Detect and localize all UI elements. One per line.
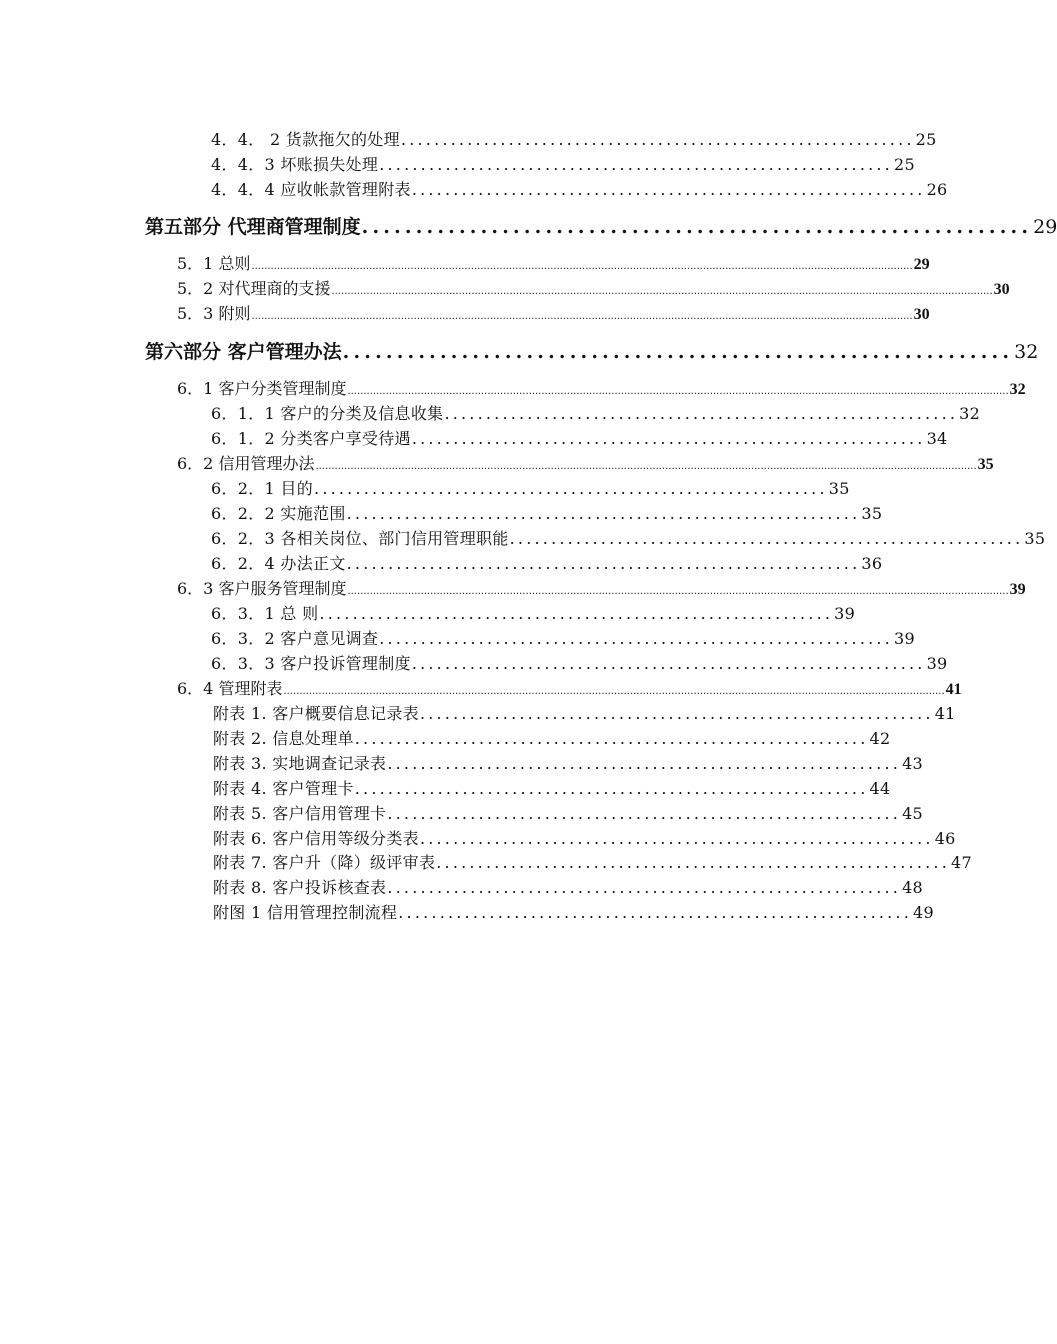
- toc-page-number: 39: [1009, 581, 1026, 598]
- toc-entry: [177, 276, 1010, 299]
- toc-entry-label: 5．2 对代理商的支援: [177, 279, 331, 298]
- toc-page-number: 29: [1033, 216, 1057, 238]
- toc-entry-label: 6．2 信用管理办法: [177, 454, 315, 473]
- toc-entry-label: 6．1．1 客户的分类及信息收集: [211, 404, 444, 423]
- toc-entry: [213, 751, 924, 774]
- toc-entry: [213, 701, 956, 724]
- toc-leader-dots: ..............................................................: [411, 429, 926, 448]
- toc-leader-dots: ................................................................................................................................................................................................................: [347, 586, 1009, 597]
- toc-entry: [213, 875, 924, 898]
- toc-entry-label: 5．1 总则: [177, 254, 251, 273]
- toc-page-number: 39: [834, 604, 856, 623]
- toc-leader-dots: ..............................................................: [387, 878, 902, 897]
- toc-leader-dots: ..............................................................: [444, 404, 959, 423]
- toc-entry-label: 附表 5. 客户信用管理卡: [213, 804, 387, 823]
- toc-entry-label: 4．4． 2 货款拖欠的处理: [211, 130, 400, 149]
- toc-entry: [177, 251, 930, 274]
- toc-page-number: 41: [934, 704, 956, 723]
- toc-entry: [213, 776, 891, 799]
- toc-entry-label: 6．2．1 目的: [211, 479, 314, 498]
- toc-leader-dots: ..............................................................: [354, 779, 869, 798]
- toc-entry-label: 附表 2. 信息处理单: [213, 729, 354, 748]
- toc-leader-dots: ................................................................................................................................................................................................................: [251, 261, 913, 272]
- toc-leader-dots: ..............................................................: [342, 341, 1014, 363]
- toc-entry-label: 第六部分 客户管理办法: [145, 341, 342, 363]
- toc-entry: [211, 601, 856, 624]
- toc-leader-dots: ..............................................................: [387, 804, 902, 823]
- toc-entry: [177, 676, 962, 699]
- toc-page-number: 32: [959, 404, 981, 423]
- toc-page-number: 46: [934, 829, 956, 848]
- toc-entry: [177, 376, 1026, 399]
- toc-entry-label: 附表 8. 客户投诉核查表: [213, 878, 387, 897]
- toc-page-number: 26: [926, 180, 948, 199]
- toc-entry: [211, 127, 937, 150]
- toc-part-heading: [145, 337, 1039, 364]
- toc-page-number: 25: [893, 155, 915, 174]
- toc-entry: [211, 401, 981, 424]
- toc-page-number: 42: [869, 729, 891, 748]
- toc-leader-dots: ................................................................................................................................................................................................................: [331, 286, 993, 297]
- toc-leader-dots: ................................................................................................................................................................................................................: [315, 461, 977, 472]
- toc-entry: [213, 850, 972, 873]
- toc-page-number: 39: [893, 629, 915, 648]
- toc-entry-label: 附表 1. 客户概要信息记录表: [213, 704, 419, 723]
- toc-entry-label: 6．2．3 各相关岗位、部门信用管理职能: [211, 529, 509, 548]
- toc-entry: [211, 177, 948, 200]
- toc-leader-dots: ..............................................................: [319, 604, 834, 623]
- toc-leader-dots: ................................................................................................................................................................................................................: [283, 686, 945, 697]
- toc-leader-dots: ..............................................................: [346, 554, 861, 573]
- toc-leader-dots: ..............................................................: [379, 155, 893, 174]
- toc-entry: [177, 576, 1026, 599]
- toc-leader-dots: ................................................................................................................................................................................................................: [347, 386, 1009, 397]
- toc-entry: [213, 826, 956, 849]
- toc-entry: [177, 451, 994, 474]
- toc-leader-dots: ..............................................................: [387, 754, 902, 773]
- toc-page-number: 35: [1024, 529, 1046, 548]
- toc-entry-label: 6．4 管理附表: [177, 679, 283, 698]
- toc-page-number: 25: [915, 130, 937, 149]
- toc-page-number: 36: [861, 554, 883, 573]
- toc-page-number: 34: [926, 429, 948, 448]
- toc-entry-label: 6．3．3 客户投诉管理制度: [211, 654, 411, 673]
- toc-entry: [211, 152, 915, 175]
- toc-entry: [211, 426, 948, 449]
- toc-entry: [213, 726, 891, 749]
- toc-page-number: 44: [869, 779, 891, 798]
- toc-entry-label: 4．4．4 应收帐款管理附表: [211, 180, 411, 199]
- toc-entry-label: 6．3．1 总 则: [211, 604, 319, 623]
- toc-leader-dots: ..............................................................: [509, 529, 1024, 548]
- toc-entry-label: 第五部分 代理商管理制度: [145, 216, 361, 238]
- toc-page-number: 30: [993, 281, 1010, 298]
- toc-leader-dots: ..............................................................: [361, 216, 1033, 238]
- toc-entry: [211, 526, 1046, 549]
- toc-entry-label: 6．3．2 客户意见调查: [211, 629, 379, 648]
- toc-leader-dots: ..............................................................: [314, 479, 828, 498]
- toc-page-number: 39: [926, 654, 948, 673]
- toc-leader-dots: ..............................................................: [436, 853, 950, 872]
- toc-part-heading: [145, 212, 1057, 239]
- toc-leader-dots: ..............................................................: [411, 180, 926, 199]
- toc-leader-dots: ..............................................................: [398, 903, 912, 922]
- toc-leader-dots: ..............................................................: [379, 629, 893, 648]
- toc-entry: [211, 626, 915, 649]
- toc-entry: [211, 501, 883, 524]
- toc-leader-dots: ..............................................................: [400, 130, 915, 149]
- toc-leader-dots: ..............................................................: [419, 829, 934, 848]
- toc-entry-label: 6．1．2 分类客户享受待遇: [211, 429, 411, 448]
- toc-page-number: 47: [950, 853, 972, 872]
- toc-leader-dots: ..............................................................: [419, 704, 934, 723]
- toc-entry: [211, 476, 850, 499]
- toc-entry-label: 6．2．2 实施范围: [211, 504, 346, 523]
- toc-entry-label: 6．3 客户服务管理制度: [177, 579, 347, 598]
- toc-entry-label: 6．1 客户分类管理制度: [177, 379, 347, 398]
- toc-page-number: 35: [861, 504, 883, 523]
- toc-entry-label: 附表 6. 客户信用等级分类表: [213, 829, 419, 848]
- toc-page-number: 35: [828, 479, 850, 498]
- toc-entry: [213, 801, 924, 824]
- toc-entry-label: 附表 3. 实地调查记录表: [213, 754, 387, 773]
- toc-page-number: 30: [913, 306, 930, 323]
- toc-leader-dots: ..............................................................: [354, 729, 869, 748]
- toc-page-number: 32: [1009, 381, 1026, 398]
- toc-page-number: 45: [902, 804, 924, 823]
- toc-entry: [211, 651, 948, 674]
- toc-entry: [213, 900, 934, 923]
- toc-page-number: 49: [913, 903, 934, 922]
- toc-page-number: 35: [977, 456, 994, 473]
- toc-entry-label: 5．3 附则: [177, 304, 251, 323]
- toc-entry-label: 6．2．4 办法正文: [211, 554, 346, 573]
- toc-page-number: 43: [902, 754, 924, 773]
- toc-entry: [211, 551, 883, 574]
- toc-entry: [177, 301, 930, 324]
- toc-leader-dots: ..............................................................: [346, 504, 861, 523]
- toc-page-number: 32: [1014, 341, 1039, 363]
- toc-entry-label: 4．4．3 坏账损失处理: [211, 155, 379, 174]
- toc-entry-label: 附表 4. 客户管理卡: [213, 779, 354, 798]
- toc-entry-label: 附表 7. 客户升（降）级评审表: [213, 853, 436, 872]
- toc-page-number: 48: [902, 878, 924, 897]
- toc-page-number: 41: [945, 681, 962, 698]
- toc-leader-dots: ................................................................................................................................................................................................................: [251, 311, 913, 322]
- toc-leader-dots: ..............................................................: [411, 654, 926, 673]
- toc-page-number: 29: [913, 256, 930, 273]
- toc-entry-label: 附图 1 信用管理控制流程: [213, 903, 398, 922]
